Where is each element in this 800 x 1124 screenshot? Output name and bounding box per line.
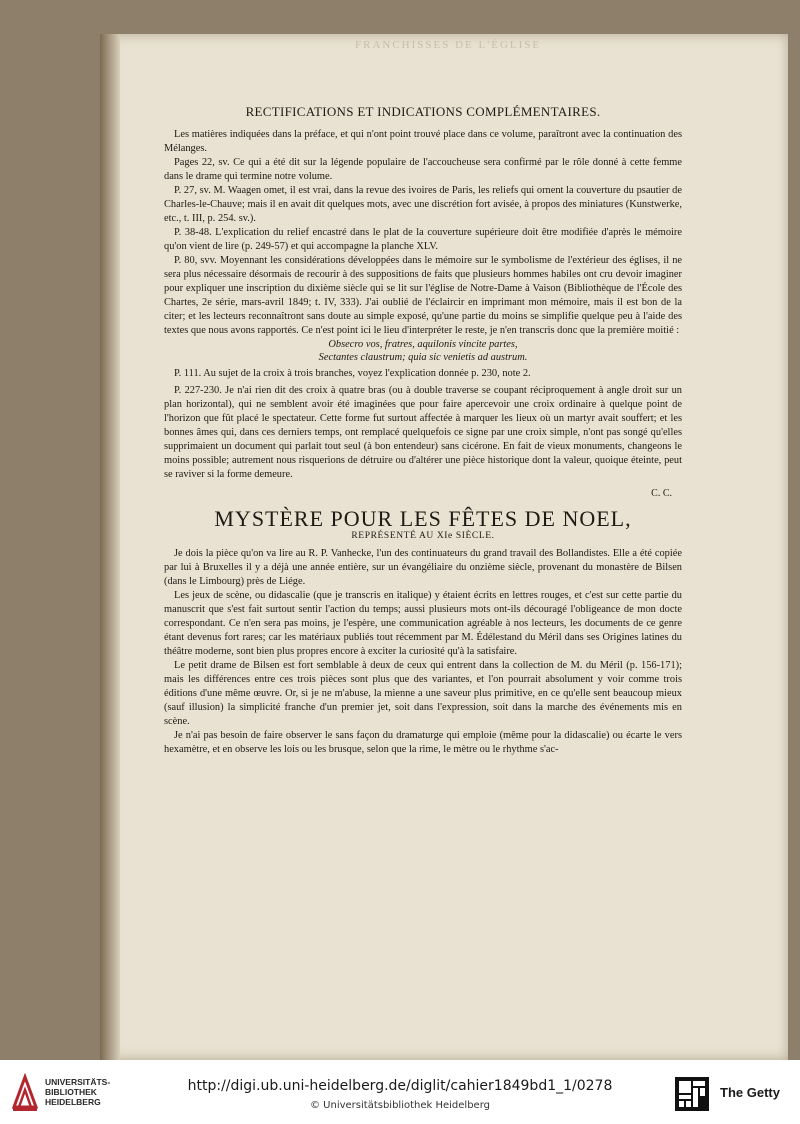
paragraph: P. 227-230. Je n'ai rien dit des croix à quatre bras (ou à double traverse se coupant réciproquement à angle droit sur un plan horizontal), qui ne semblent avoir été imaginées que pour faire apercevoir une croix ordinaire à quelque point de l'horizon que fût placé le spectateur. Cette forme fut surtout affectée à marquer les lieux où un martyr avait souffert; et les bonnes âmes qui, dans ces derniers temps, ont remplacé quelquefois ce signe par une croix simple, n'ont pas songé qu'elles supprimaient un document qui parlait tout seul (à bon entendeur) sans cicérone. En fait de vieux monuments, changeons le moins possible; autrement nous risquerions de détruire ou d'altérer une pièce historique dont la valeur, quoique éteinte, peut se raviver si la forme demeure.	[164, 385, 682, 480]
copyright-notice: © Universitätsbibliothek Heidelberg	[309, 1100, 490, 1111]
paragraph: P. 80, svv. Moyennant les considérations développées dans le mémoire sur le symbolisme de l'extérieur des églises, il ne sera plus nécessaire désormais de recourir à des suppositions de faits que plusieurs hommes habiles ont cru devoir imaginer pour expliquer une inscription du dixième siècle qui se lit sur l'église de Notre-Dame à Vaison (Bibliothèque de l'École des Chartes, 2e série, mars-avril 1849; t. IV, 333). J'ai oublié de l'éclaircir en imprimant mon mémoire, mais il est bon de la citer; et les lecteurs reconnaîtront sans doute au simple exposé, qu'une partie du moins se simplifie quelque peu à l'aide des textes que nous avons rapportés. Ce n'est point ici le lieu d'interpréter le reste, je n'en transcris donc que la première moitié :	[164, 255, 682, 336]
getty-name[interactable]: The Getty	[720, 1085, 780, 1100]
paragraph: Pages 22, sv. Ce qui a été dit sur la légende populaire de l'accoucheuse sera confirmé par le rôle donné à cette femme dans le drame qui termine notre volume.	[164, 157, 682, 182]
page-content	[164, 104, 682, 757]
mystere-subtitle: REPRÉSENTÉ AU XIe SIÈCLE.	[351, 531, 495, 541]
getty-logo-icon	[675, 1077, 709, 1111]
ghost-header-bleedthrough: FRANCHISSES DE L'ÉGLISE	[355, 39, 542, 51]
library-name: UNIVERSITÄTS- BIBLIOTHEK HEIDELBERG	[45, 1077, 111, 1107]
paragraph: Je n'ai pas besoin de faire observer le sans façon du dramaturge qui emploie (même pour la didascalie) ou écarte le vers hexamètre, et en observe les lois ou les brusque, selon que la rime, le mètre ou le rhythme s'ac-	[164, 730, 682, 755]
latin-verse: Obsecro vos, fratres, aquilonis vincite partes,	[328, 339, 518, 350]
section-heading: RECTIFICATIONS ET INDICATIONS COMPLÉMENTAIRES.	[245, 104, 601, 119]
mystere-title: MYSTÈRE POUR LES FÊTES DE NOEL,	[214, 506, 632, 531]
paragraph: P. 27, sv. M. Waagen omet, il est vrai, dans la revue des ivoires de Paris, les reliefs qui ornent la couverture du psautier de Charles-le-Chauve; mais il en avait dit quelques mots, avec une discrétion fort avisée, à propos des miniatures (Kunstwerke, etc., t. III, p. 254. sv.).	[164, 185, 682, 224]
binding-gutter	[100, 34, 120, 1060]
signature: C. C.	[651, 488, 672, 499]
paragraph: P. 111. Au sujet de la croix à trois branches, voyez l'explication donnée p. 230, note 2.	[174, 368, 531, 379]
paragraph: Je dois la pièce qu'on va lire au R. P. Vanhecke, l'un des continuateurs du grand travail des Bollandistes. Elle a été copiée par lui à Bruxelles il y a déjà une année entière, sur un évangéliaire du onzième siècle, provenant du monastère de Bilsen (dans le Limbourg) près de Liége.	[164, 548, 682, 587]
paragraph: Le petit drame de Bilsen est fort semblable à deux de ceux qui entrent dans la collection de M. du Méril (p. 156-171); mais les différences entre ces trois pièces sont plus que des variantes, et l'on pourrait absolument y voir comme trois éditions d'une même œuvre. Or, si je ne m'abuse, la mienne a une saveur plus primitive, en ce qu'elle sent beaucoup mieux (sauf illusion) la simplicité franche d'un premier jet, soit dans l'expression, soit dans la marche des événements mis en scène.	[164, 660, 682, 727]
paragraph: P. 38-48. L'explication du relief encastré dans le plat de la couverture supérieure doit être modifiée d'après le mémoire qu'on vient de lire (p. 249-57) et qui accompagne la planche XLV.	[164, 227, 682, 252]
latin-verse: Sectantes claustrum; quia sic venietis ad austrum.	[318, 352, 528, 363]
permalink-url[interactable]: http://digi.ub.uni-heidelberg.de/diglit/cahier1849bd1_1/0278	[187, 1078, 613, 1094]
svg-text:GETTY: GETTY	[686, 1107, 698, 1111]
paragraph: Les jeux de scène, ou didascalie (que je transcris en italique) y étaient écrits en lettres rouges, et c'est sur cette partie du manuscrit que s'est fait surtout sentir l'action du temps; aussi plusieurs mots ont-ils découragé l'obligeance de mon docte correspondant. Ce n'en sera pas moins, je l'espère, une communication agréable à nos lecteurs, les documents de ce genre étant devenus fort rares; car les matériaux publiés tout récemment par M. Édélestand du Méril dans ses Origines latines du théâtre moderne, sont bien plus propres encore à exciter la curiosité qu'à la satisfaire.	[164, 590, 682, 657]
viewer-footer	[0, 1060, 800, 1124]
paragraph: Les matières indiquées dans la préface, et qui n'ont point trouvé place dans ce volume, paraîtront avec la continuation des Mélanges.	[164, 129, 682, 154]
